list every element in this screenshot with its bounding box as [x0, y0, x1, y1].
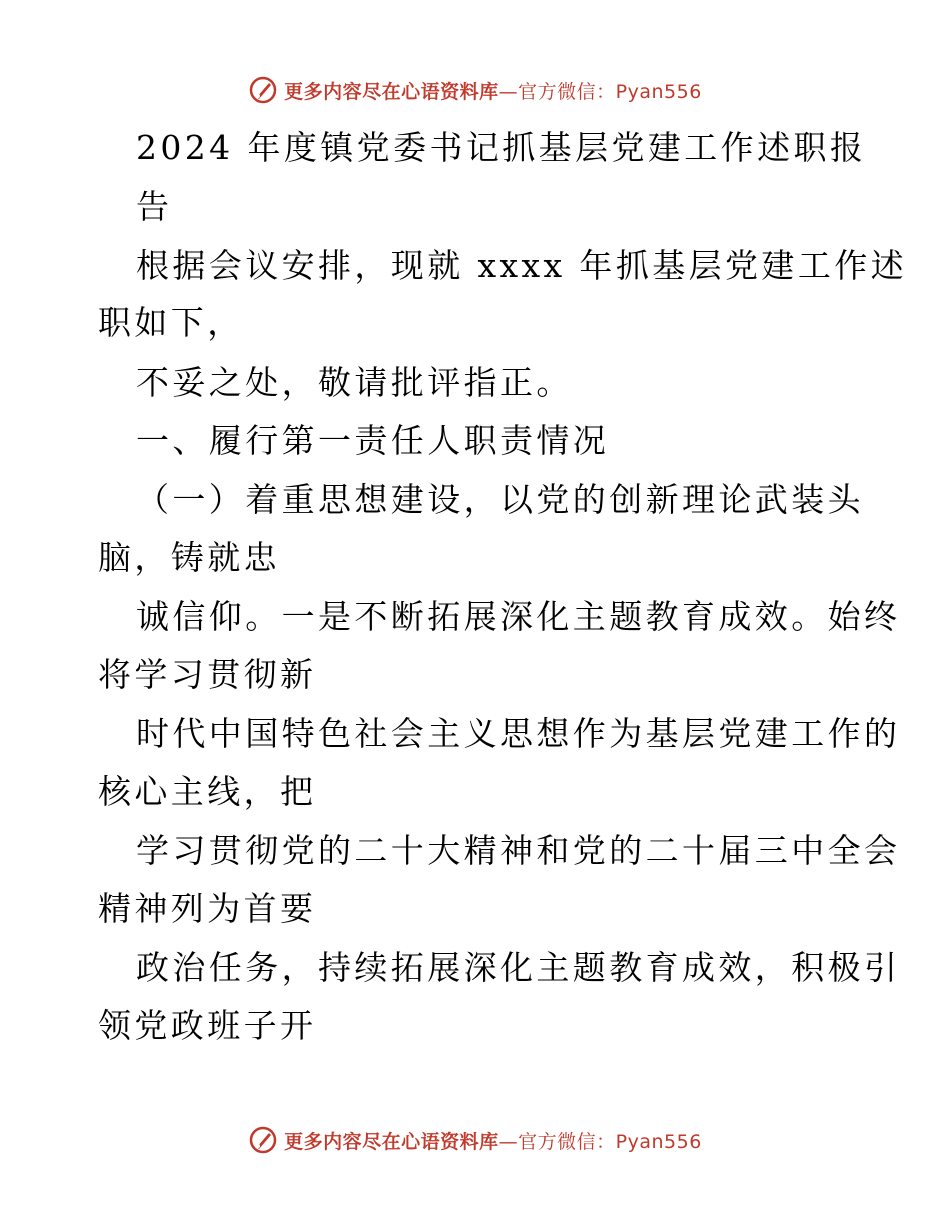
- section-heading: 一、履行第一责任人职责情况: [136, 421, 610, 460]
- watermark-dash: —: [498, 1130, 519, 1153]
- paragraph-line: 精神列为首要: [98, 889, 317, 928]
- watermark-text: [284, 77, 702, 104]
- paragraph-line: 诚信仰。一是不断拓展深化主题教育成效。始终: [136, 597, 901, 636]
- document-title-line-2: 告: [136, 187, 173, 226]
- watermark-header: [0, 70, 950, 110]
- watermark-text: [284, 1127, 702, 1154]
- paragraph-line: 核心主线，把: [98, 772, 317, 811]
- paragraph-line: 职如下，: [98, 303, 244, 342]
- watermark-wechat: 官方微信：Pyan556: [518, 80, 702, 103]
- paragraph-line: 领党政班子开: [98, 1006, 317, 1045]
- quill-pen-logo-icon: [248, 75, 278, 105]
- quill-pen-logo-icon: [248, 1125, 278, 1155]
- document-title-line-1: 2024 年度镇党委书记抓基层党建工作述职报: [136, 128, 867, 167]
- paragraph-line: 时代中国特色社会主义思想作为基层党建工作的: [136, 714, 901, 753]
- watermark-footer: [0, 1120, 950, 1160]
- watermark-dash: —: [498, 80, 519, 103]
- watermark-site: 更多内容尽在心语资料库: [284, 1130, 499, 1153]
- subsection-heading: （一）着重思想建设，以党的创新理论武装头: [136, 480, 864, 519]
- watermark-wechat: 官方微信：Pyan556: [518, 1130, 702, 1153]
- paragraph-line: 学习贯彻党的二十大精神和党的二十届三中全会: [136, 831, 901, 870]
- watermark-site: 更多内容尽在心语资料库: [284, 80, 499, 103]
- paragraph-line: 脑，铸就忠: [98, 538, 280, 577]
- paragraph-line: 政治任务，持续拓展深化主题教育成效，积极引: [136, 948, 901, 987]
- paragraph-line: 根据会议安排，现就 xxxx 年抓基层党建工作述: [136, 246, 908, 285]
- paragraph-line: 将学习贯彻新: [98, 655, 317, 694]
- paragraph-line: 不妥之处，敬请批评指正。: [136, 363, 573, 402]
